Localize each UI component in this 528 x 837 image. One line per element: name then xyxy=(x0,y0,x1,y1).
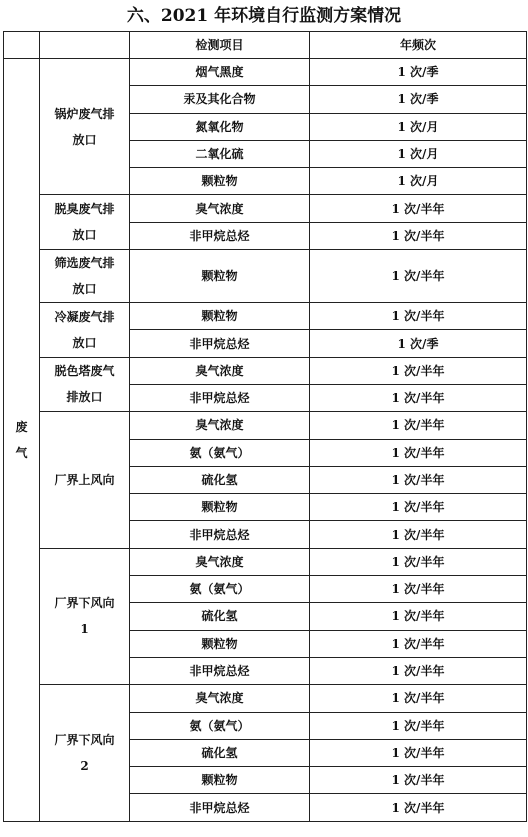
item-cell: 颗粒物 xyxy=(130,250,310,303)
frequency-cell: 1 次/半年 xyxy=(310,794,527,821)
location-label: 厂界下风向 2 xyxy=(54,732,115,773)
item-cell: 非甲烷总烃 xyxy=(130,657,310,684)
item-cell: 臭气浓度 xyxy=(130,195,310,222)
item-cell: 氨（氨气） xyxy=(130,439,310,466)
item-cell: 颗粒物 xyxy=(130,630,310,657)
frequency-cell: 1 次/季 xyxy=(310,330,527,357)
frequency-cell: 1 次/月 xyxy=(310,168,527,195)
location-cell xyxy=(40,59,130,195)
frequency-cell: 1 次/半年 xyxy=(310,357,527,384)
frequency-cell: 1 次/季 xyxy=(310,59,527,86)
frequency-cell: 1 次/半年 xyxy=(310,250,527,303)
table-row xyxy=(4,685,527,712)
item-cell: 硫化氢 xyxy=(130,603,310,630)
location-label: 锅炉废气排放口 xyxy=(54,106,115,147)
monitoring-plan-table xyxy=(3,31,527,822)
item-cell: 颗粒物 xyxy=(130,494,310,521)
frequency-cell: 1 次/月 xyxy=(310,140,527,167)
header-category xyxy=(4,32,40,59)
location-cell xyxy=(40,412,130,548)
frequency-cell: 1 次/半年 xyxy=(310,630,527,657)
item-cell: 颗粒物 xyxy=(130,168,310,195)
item-cell: 非甲烷总烃 xyxy=(130,521,310,548)
item-cell: 颗粒物 xyxy=(130,303,310,330)
item-cell: 氨（氨气） xyxy=(130,712,310,739)
location-label: 筛选废气排放口 xyxy=(54,256,115,297)
location-label: 脱色塔废气排放口 xyxy=(54,364,115,405)
item-cell: 臭气浓度 xyxy=(130,357,310,384)
location-label: 厂界上风向 xyxy=(54,473,115,487)
table-row xyxy=(4,59,527,86)
item-cell: 硫化氢 xyxy=(130,466,310,493)
category-label: 废气 xyxy=(15,419,28,460)
item-cell: 非甲烷总烃 xyxy=(130,794,310,821)
frequency-cell: 1 次/半年 xyxy=(310,494,527,521)
location-cell xyxy=(40,250,130,303)
frequency-cell: 1 次/半年 xyxy=(310,685,527,712)
item-cell: 烟气黑度 xyxy=(130,59,310,86)
item-cell: 臭气浓度 xyxy=(130,412,310,439)
item-cell: 二氧化硫 xyxy=(130,140,310,167)
table-row xyxy=(4,195,527,222)
location-label: 脱臭废气排放口 xyxy=(54,202,115,243)
table-row xyxy=(4,303,527,330)
item-cell: 非甲烷总烃 xyxy=(130,384,310,411)
frequency-cell: 1 次/季 xyxy=(310,86,527,113)
frequency-cell: 1 次/半年 xyxy=(310,657,527,684)
frequency-cell: 1 次/月 xyxy=(310,113,527,140)
item-cell: 臭气浓度 xyxy=(130,685,310,712)
item-cell: 非甲烷总烃 xyxy=(130,330,310,357)
header-location xyxy=(40,32,130,59)
location-label: 厂界下风向 1 xyxy=(54,596,115,637)
location-cell xyxy=(40,548,130,684)
header-item: 检测项目 xyxy=(130,32,310,59)
table-row xyxy=(4,548,527,575)
table-row xyxy=(4,250,527,303)
frequency-cell: 1 次/半年 xyxy=(310,548,527,575)
frequency-cell: 1 次/半年 xyxy=(310,222,527,249)
item-cell: 硫化氢 xyxy=(130,739,310,766)
location-label: 冷凝废气排放口 xyxy=(54,309,115,350)
frequency-cell: 1 次/半年 xyxy=(310,466,527,493)
location-cell xyxy=(40,195,130,250)
document-title: 六、2021 年环境自行监测方案情况 xyxy=(126,6,402,26)
frequency-cell: 1 次/半年 xyxy=(310,412,527,439)
location-cell xyxy=(40,303,130,358)
location-cell xyxy=(40,685,130,821)
item-cell: 氨（氨气） xyxy=(130,576,310,603)
location-cell xyxy=(40,357,130,412)
item-cell: 汞及其化合物 xyxy=(130,86,310,113)
frequency-cell: 1 次/半年 xyxy=(310,521,527,548)
table-row xyxy=(4,357,527,384)
frequency-cell: 1 次/半年 xyxy=(310,739,527,766)
table-row xyxy=(4,412,527,439)
header-frequency: 年频次 xyxy=(310,32,527,59)
header-row xyxy=(4,32,527,59)
item-cell: 颗粒物 xyxy=(130,767,310,794)
frequency-cell: 1 次/半年 xyxy=(310,384,527,411)
frequency-cell: 1 次/半年 xyxy=(310,576,527,603)
item-cell: 非甲烷总烃 xyxy=(130,222,310,249)
frequency-cell: 1 次/半年 xyxy=(310,603,527,630)
frequency-cell: 1 次/半年 xyxy=(310,439,527,466)
frequency-cell: 1 次/半年 xyxy=(310,195,527,222)
item-cell: 臭气浓度 xyxy=(130,548,310,575)
frequency-cell: 1 次/半年 xyxy=(310,767,527,794)
frequency-cell: 1 次/半年 xyxy=(310,712,527,739)
table-body xyxy=(4,32,527,822)
category-cell xyxy=(4,59,40,822)
frequency-cell: 1 次/半年 xyxy=(310,303,527,330)
item-cell: 氮氧化物 xyxy=(130,113,310,140)
